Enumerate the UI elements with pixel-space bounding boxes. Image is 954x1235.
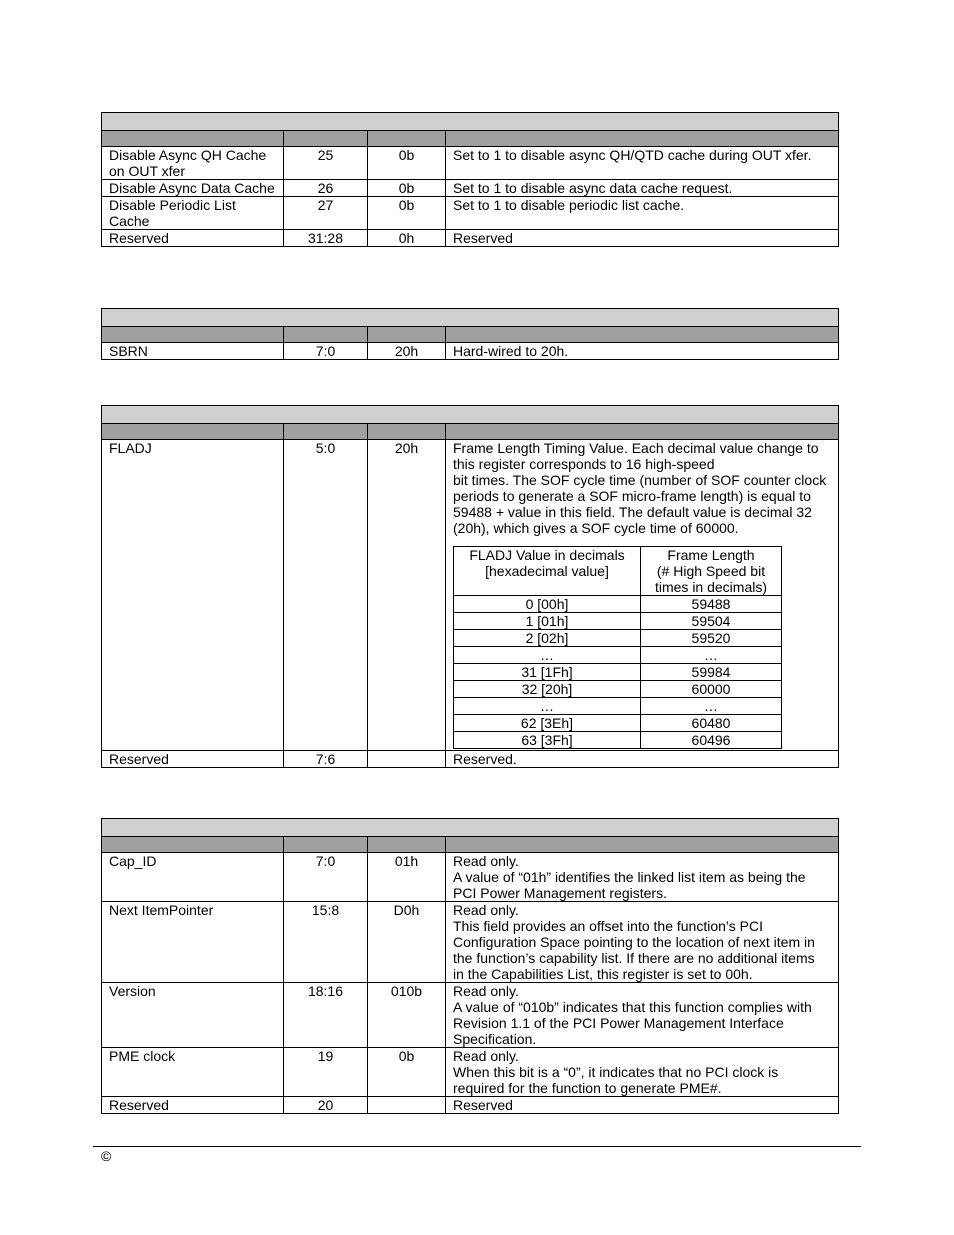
inner-table-row [454, 715, 782, 732]
field-bits: 31:28 [284, 230, 368, 247]
table-row [102, 147, 839, 180]
description-line: Reserved [453, 230, 513, 246]
table-title-bar [102, 113, 839, 131]
field-description [446, 983, 839, 1048]
field-bits: 27 [284, 197, 368, 230]
description-line: Read only. [453, 902, 519, 918]
field-description [446, 197, 839, 230]
description-line: Reserved [453, 1097, 513, 1113]
register-table-1 [101, 112, 839, 247]
description-line: 59488 + value in this field. The default value is decimal 32 [453, 504, 812, 520]
description-line: When this bit is a “0”, it indicates that no PCI clock is [453, 1064, 779, 1080]
inner-table-row [454, 732, 782, 749]
frame-length-cell: 60000 [641, 681, 782, 698]
description-line: Read only. [453, 983, 519, 999]
fladj-value-cell: 1 [01h] [454, 613, 641, 630]
field-description [446, 902, 839, 983]
frame-length-cell: … [641, 698, 782, 715]
table-row [102, 230, 839, 247]
description-line: Set to 1 to disable async QH/QTD cache during OUT xfer. [453, 147, 812, 163]
table-header-row [102, 327, 839, 343]
inner-table-row [454, 613, 782, 630]
table-title-bar [102, 819, 839, 837]
field-default: 0b [368, 197, 446, 230]
frame-length-cell: … [641, 647, 782, 664]
frame-length-cell: 59488 [641, 596, 782, 613]
description-line: Revision 1.1 of the PCI Power Management Interface [453, 1015, 784, 1031]
inner-header-fladj-value [454, 547, 641, 596]
field-bits: 25 [284, 147, 368, 180]
description-line: Read only. [453, 1048, 519, 1064]
description-line: (20h), which gives a SOF cycle time of 60000. [453, 520, 739, 536]
field-name: Reserved [102, 751, 284, 768]
field-bits: 26 [284, 180, 368, 197]
field-description [446, 1048, 839, 1097]
table-header-row [102, 131, 839, 147]
field-name: Next ItemPointer [102, 902, 284, 983]
table-title-bar [102, 406, 839, 424]
fladj-value-cell: … [454, 698, 641, 715]
description-line: in the Capabilities List, this register is set to 00h. [453, 966, 753, 982]
frame-length-cell: 60480 [641, 715, 782, 732]
inner-header-line: times in decimals) [654, 579, 768, 595]
field-name: Version [102, 983, 284, 1048]
inner-header-frame-length [641, 547, 782, 596]
field-default: 0h [368, 230, 446, 247]
field-default: D0h [368, 902, 446, 983]
description-line: A value of “01h” identifies the linked list item as being the [453, 869, 806, 885]
description-line: PCI Power Management registers. [453, 885, 667, 901]
inner-header-line: FLADJ Value in decimals [469, 547, 625, 563]
description-line: Set to 1 to disable periodic list cache. [453, 197, 685, 213]
field-description [446, 230, 839, 247]
field-description [446, 1097, 839, 1114]
description-line: Read only. [453, 853, 519, 869]
register-table-3 [101, 405, 839, 768]
field-bits: 5:0 [284, 440, 368, 751]
field-description [446, 440, 839, 751]
field-bits: 20 [284, 1097, 368, 1114]
table-title-bar [102, 309, 839, 327]
register-table-2 [101, 308, 839, 360]
field-name: Disable Periodic List Cache [102, 197, 284, 230]
register-table-4 [101, 818, 839, 1114]
description-line: Hard-wired to 20h. [453, 343, 569, 359]
field-name: Reserved [102, 230, 284, 247]
table-row-fladj [102, 440, 839, 751]
frame-length-cell: 59984 [641, 664, 782, 681]
inner-table-row [454, 630, 782, 647]
field-name: Disable Async Data Cache [102, 180, 284, 197]
inner-header-line: (# High Speed bit [656, 563, 766, 579]
table-row [102, 197, 839, 230]
inner-header-line: Frame Length [667, 547, 755, 563]
inner-table-row [454, 664, 782, 681]
field-description: Reserved. [446, 751, 839, 768]
description-line: A value of “010b” indicates that this function complies with [453, 999, 812, 1015]
inner-table-row [454, 698, 782, 715]
field-default: 0b [368, 180, 446, 197]
fladj-value-cell: 31 [1Fh] [454, 664, 641, 681]
fladj-value-cell: 2 [02h] [454, 630, 641, 647]
field-name: PME clock [102, 1048, 284, 1097]
table-row [102, 343, 839, 360]
description-line: bit times. The SOF cycle time (number of SOF counter clock [453, 472, 827, 488]
field-bits: 19 [284, 1048, 368, 1097]
frame-length-cell: 59504 [641, 613, 782, 630]
table-header-row [102, 837, 839, 853]
fladj-value-cell: 63 [3Fh] [454, 732, 641, 749]
fladj-value-cell: 62 [3Eh] [454, 715, 641, 732]
table-row-reserved [102, 751, 839, 768]
field-description [446, 147, 839, 180]
table-row [102, 983, 839, 1048]
field-default: 0b [368, 1048, 446, 1097]
field-name: Reserved [102, 1097, 284, 1114]
field-name: SBRN [102, 343, 284, 360]
field-default: 20h [368, 343, 446, 360]
fladj-frame-length-table [453, 546, 782, 749]
description-line: required for the function to generate PME#. [453, 1080, 722, 1096]
description-line: Set to 1 to disable async data cache request. [453, 180, 733, 196]
field-description [446, 853, 839, 902]
field-name: Disable Async QH Cache on OUT xfer [102, 147, 284, 180]
field-default [368, 1097, 446, 1114]
field-default: 01h [368, 853, 446, 902]
frame-length-cell: 59520 [641, 630, 782, 647]
copyright-symbol: © [101, 1148, 112, 1164]
table-header-row [102, 424, 839, 440]
description-line: this register corresponds to 16 high-speed [453, 456, 715, 472]
table-row [102, 180, 839, 197]
fladj-value-cell: 32 [20h] [454, 681, 641, 698]
inner-header-row [454, 547, 782, 596]
field-description [446, 343, 839, 360]
footer-divider [93, 1146, 861, 1147]
fladj-value-cell: 0 [00h] [454, 596, 641, 613]
description-line: Configuration Space pointing to the location of next item in [453, 934, 815, 950]
field-default: 0b [368, 147, 446, 180]
inner-table-row [454, 647, 782, 664]
field-bits: 15:8 [284, 902, 368, 983]
inner-table-row [454, 681, 782, 698]
field-bits: 7:0 [284, 853, 368, 902]
field-bits: 18:16 [284, 983, 368, 1048]
inner-table-row [454, 596, 782, 613]
field-description [446, 180, 839, 197]
description-line: Specification. [453, 1031, 537, 1047]
table-row [102, 1097, 839, 1114]
description-line: This field provides an offset into the function’s PCI [453, 918, 763, 934]
table-row [102, 902, 839, 983]
field-default [368, 751, 446, 768]
table-row [102, 1048, 839, 1097]
field-default: 010b [368, 983, 446, 1048]
fladj-value-cell: … [454, 647, 641, 664]
field-default: 20h [368, 440, 446, 751]
description-line: the function’s capability list. If there are no additional items [453, 950, 815, 966]
inner-header-line: [hexadecimal value] [485, 563, 609, 579]
field-name: Cap_ID [102, 853, 284, 902]
field-bits: 7:0 [284, 343, 368, 360]
description-line: periods to generate a SOF micro-frame length) is equal to [453, 488, 811, 504]
frame-length-cell: 60496 [641, 732, 782, 749]
field-name: FLADJ [102, 440, 284, 751]
field-bits: 7:6 [284, 751, 368, 768]
table-row [102, 853, 839, 902]
description-line: Frame Length Timing Value. Each decimal value change to [453, 440, 819, 456]
